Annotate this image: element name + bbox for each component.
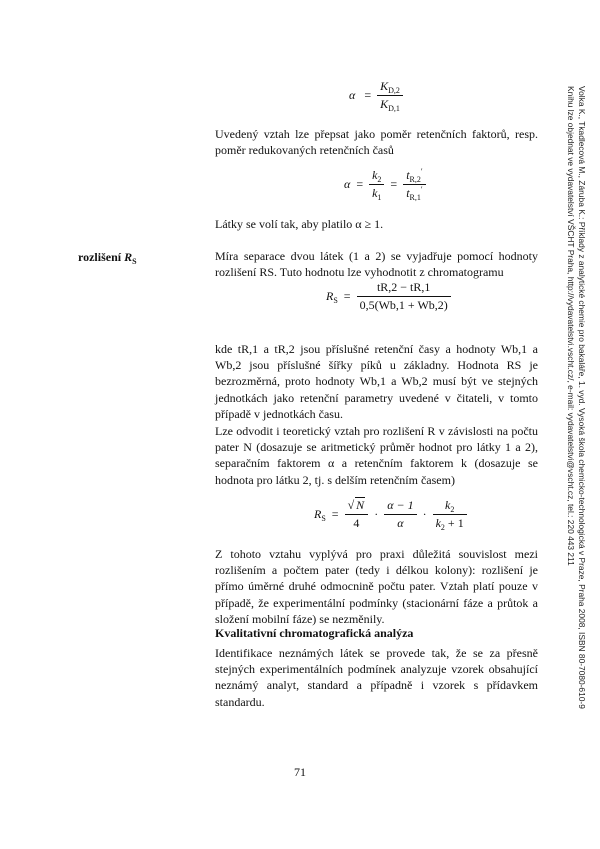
equals-sign: =	[343, 289, 351, 303]
t-subscript: R,1	[409, 193, 421, 202]
sqrt-icon: √	[347, 498, 355, 512]
k-symbol: k	[435, 515, 441, 530]
r-symbol: R	[314, 506, 322, 521]
margin-label-subscript: S	[132, 257, 137, 266]
fraction-alpha	[384, 498, 416, 531]
paragraph-resolution-explanation: kde tR,1 a tR,2 jsou příslušné retenční časy a hodnoty Wb,1 a Wb,2 jsou příslušné šířky píků u základny. Hodnota RS je bezrozměrná, proto hodnoty Wb,1 a Wb,2 musí být ve stejných jednotkách jako retenční parametry uvedené v čitateli, v tomto případě v jednotkách času.	[215, 342, 538, 421]
k-symbol: k	[444, 497, 451, 512]
prime-mark: ′	[420, 185, 423, 194]
numerator-symbol: K	[380, 79, 389, 93]
resolution-numerator: tR,2 − tR,1	[376, 280, 431, 294]
paragraph-theoretical-relation: Lze odvodit i teoretický vztah pro rozlišení R v závislosti na počtu pater N (dosazuje se aritmetický průměr hodnot pro látky 1 a 2), separačním faktorem α a retenčním faktorem k (dosazuje se hodnota pro látku 2, tj. s delším retenčním časem)	[215, 424, 538, 487]
denominator-subscript: D,1	[388, 104, 400, 113]
k-symbol: k	[372, 168, 378, 182]
alpha-numerator: α − 1	[387, 497, 414, 512]
alpha-symbol: α	[349, 88, 356, 102]
equation-alpha-retention	[344, 168, 426, 201]
multiply-dot: ·	[422, 506, 427, 521]
plus-one: + 1	[444, 515, 464, 530]
multiply-dot: ·	[374, 506, 379, 521]
r-symbol: R	[326, 289, 334, 303]
margin-label-symbol: R	[124, 250, 133, 264]
margin-label-text: rozlišení	[78, 250, 125, 264]
paragraph-resolution-consequence: Z tohoto vztahu vyplývá pro praxi důležitá souvislost mezi rozlišením a počtem pater (tedy i délkou kolony): rozlišení je přímo úměrné druhé odmocnině počtu pater. Vztah platí pouze v případě, že experimentální podmínky (stacionární fáze a průtok a složení mobilní fáze) se nezměnily.	[215, 547, 538, 626]
paragraph-identification: Identifikace neznámých látek se provede tak, že se za přesně stejných experimentálních podmínek analyzuje vzorek obsahující neznámý analyt, standard a případně i vzorek s přídavkem standardu.	[215, 646, 538, 709]
t-subscript: R,2	[409, 175, 421, 184]
side-note-citation: Volka K., Tkadlecová M., Záruba K.: Příklady z analytické chemie pro bakaláře, 1. vyd. Vysoká škola chemicko-technologická v Praze, Praha 2008, ISBN 80-7080-610-9	[577, 86, 587, 709]
section-heading-qualitative-analysis: Kvalitativní chromatografická analýza	[215, 626, 414, 640]
paragraph-retention-ratio: Uvedený vztah lze přepsat jako poměr retenčních faktorů, resp. poměr redukovaných retenčních časů	[215, 127, 538, 158]
side-publication-note	[563, 86, 593, 709]
equals-sign: =	[356, 177, 364, 191]
equation-resolution-theory	[314, 497, 467, 531]
equals-sign: =	[390, 177, 398, 191]
t-symbol: t	[406, 186, 410, 200]
denominator-symbol: K	[380, 97, 389, 111]
t-symbol: t	[406, 168, 410, 182]
numerator-subscript: D,2	[388, 86, 400, 95]
n-symbol: N	[356, 498, 365, 512]
side-note-ordering: Knihu lze objednat ve vydavatelství VŠCHT Praha, http://vydavatelstvi.vscht.cz/, e-mail: vydavatelstvi@vscht.cz, tel.: 220 443 211	[566, 86, 576, 566]
r-subscript: S	[321, 513, 326, 523]
equation-resolution	[326, 280, 451, 313]
fraction-kd	[377, 79, 403, 112]
k-subscript: 2	[450, 504, 455, 514]
fraction-resolution	[357, 280, 451, 313]
k-subscript: 2	[440, 522, 445, 532]
equation-alpha-distribution	[349, 79, 403, 112]
r-subscript: S	[333, 296, 338, 305]
fraction-k	[369, 168, 384, 201]
fraction-k-factor	[433, 498, 467, 531]
k-subscript: 1	[377, 193, 382, 202]
margin-label-resolution	[78, 250, 137, 265]
paragraph-alpha-condition: Látky se volí tak, aby platilo α ≥ 1.	[215, 217, 384, 231]
equals-sign: =	[331, 506, 339, 521]
resolution-denominator: 0,5(Wb,1 + Wb,2)	[357, 296, 451, 313]
prime-mark: ′	[420, 167, 423, 176]
fraction-sqrt-n	[345, 497, 369, 531]
alpha-denominator: α	[384, 514, 416, 531]
k-symbol: k	[372, 186, 378, 200]
page-number: 71	[294, 765, 306, 779]
k-subscript: 2	[377, 175, 382, 184]
alpha-symbol: α	[344, 177, 351, 191]
paragraph-resolution-intro: Míra separace dvou látek (1 a 2) se vyjadřuje pomocí hodnoty rozlišení RS. Tuto hodnotu lze vyhodnotit z chromatogramu	[215, 249, 538, 280]
fraction-t	[403, 168, 425, 201]
fraction-denominator-four: 4	[345, 514, 369, 531]
equals-sign: =	[361, 88, 372, 102]
